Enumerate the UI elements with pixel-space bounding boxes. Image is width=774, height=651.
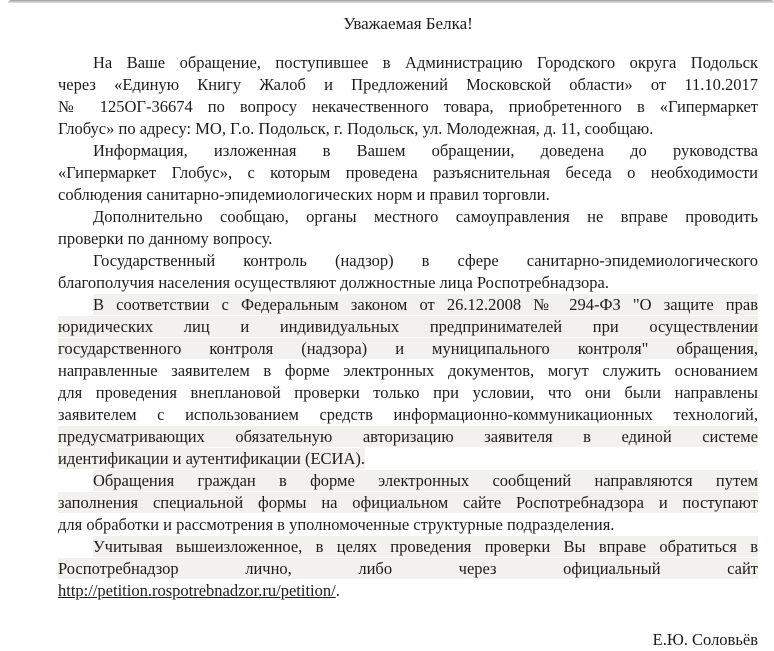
- text-line: проверки по данному вопросу.: [58, 229, 273, 248]
- text-line: Государственный контроль (надзор) в сфере санитарно-эпидемиологического: [93, 251, 758, 270]
- paragraph-4: [58, 250, 758, 294]
- text-line: через «Единую Книгу Жалоб и Предложений Московской области» от 11.10.2017: [58, 75, 758, 94]
- letter-body: [58, 52, 758, 602]
- paragraph-7: [58, 536, 758, 602]
- text-line: предусматривающих обязательную авторизацию заявителя в единой системе: [58, 427, 758, 446]
- text-line: благополучия населения осуществляют должностные лица Роспотребнадзора.: [58, 273, 610, 292]
- text-line: Информация, изложенная в Вашем обращении, доведена до руководства: [93, 141, 758, 160]
- text-line: для проведения внеплановой проверки только при условии, что они были направлены: [58, 383, 758, 402]
- text-line: идентификации и аутентификации (ЕСИА).: [58, 449, 365, 468]
- paragraph-1: [58, 52, 758, 140]
- text-line: для обработки и рассмотрения в уполномоченные структурные подразделения.: [58, 515, 615, 534]
- text-line: заявителем с использованием средств информационно-коммуникационных технологий,: [58, 405, 758, 424]
- text-line: http://petition.rospotrebnadzor.ru/petition/.: [58, 581, 340, 600]
- text-line: государственного контроля (надзора) и муниципального контроля" обращения,: [58, 339, 758, 358]
- text-line: юридических лиц и индивидуальных предпринимателей при осуществлении: [58, 317, 758, 336]
- text-line: Роспотребнадзор лично, либо через официальный сайт: [58, 559, 758, 578]
- scan-edge: [8, 0, 774, 3]
- paragraph-2: [58, 140, 758, 206]
- letter-document: [58, 13, 758, 651]
- text-line: направленные заявителем в форме электронных документов, могут служить основанием: [58, 361, 758, 380]
- paragraph-6: [58, 470, 758, 536]
- text-line: Дополнительно сообщаю, органы местного самоуправления не вправе проводить: [93, 207, 758, 226]
- text-line: На Ваше обращение, поступившее в Администрацию Городского округа Подольск: [93, 53, 758, 72]
- text-line: Глобус» по адресу: МО, Г.о. Подольск, г. Подольск, ул. Молодежная, д. 11, сообщаю.: [58, 119, 654, 138]
- text-line: заполнения специальной формы на официальном сайте Роспотребнадзора и поступают: [58, 493, 758, 512]
- paragraph-5: [58, 294, 758, 470]
- text-line: В соответствии с Федеральным законом от 26.12.2008 № 294-ФЗ "О защите прав: [93, 295, 758, 314]
- text-line: № 125ОГ-36674 по вопросу некачественного товара, приобретенного в «Гипермаркет: [58, 97, 758, 116]
- signature: Е.Ю. Соловьёв: [652, 630, 758, 649]
- text-line: соблюдения санитарно-эпидемиологических норм и правил торговли.: [58, 185, 550, 204]
- text-line: «Гипермаркет Глобус», с которым проведена разъяснительная беседа о необходимости: [58, 163, 758, 182]
- text-line: Учитывая вышеизложенное, в целях проведения проверки Вы вправе обратиться в: [93, 537, 758, 556]
- salutation: Уважаемая Белка!: [343, 14, 473, 33]
- text-line: Обращения граждан в форме электронных сообщений направляются путем: [93, 471, 758, 490]
- paragraph-3: [58, 206, 758, 250]
- petition-link[interactable]: http://petition.rospotrebnadzor.ru/petition/: [58, 581, 336, 600]
